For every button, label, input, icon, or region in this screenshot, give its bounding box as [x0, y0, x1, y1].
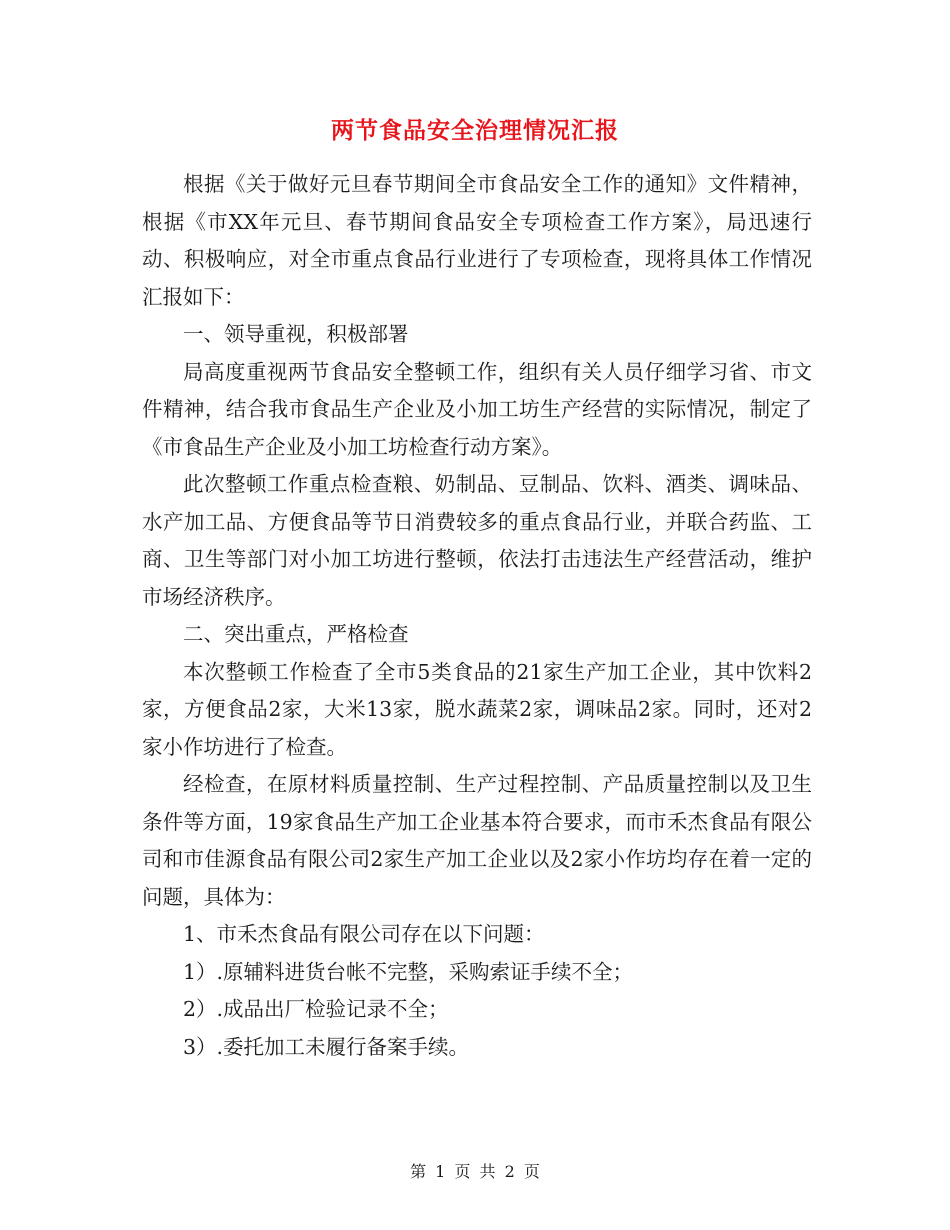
- document-body: [142, 166, 812, 1066]
- section-heading-2: 二、突出重点，严格检查: [183, 622, 409, 646]
- list-item-issue-1: 1）.原辅料进货台帐不完整，采购索证手续不全；: [183, 959, 634, 984]
- section-heading-1: 一、领导重视，积极部署: [183, 322, 409, 346]
- page-number: 第 1 页 共 2 页: [410, 1162, 540, 1181]
- paragraph-inspection-results: 经检查，在原材料质量控制、生产过程控制、产品质量控制以及卫生条件等方面，19家食品生产加工企业基本符合要求，而市禾杰食品有限公司和市佳源食品有限公司2家生产加工企业以及2家小作坊均存在着一定的问题，具体为：: [142, 772, 812, 909]
- list-item-issue-2: 2）.成品出厂检验记录不全；: [183, 997, 449, 1021]
- list-item-issue-3: 3）.委托加工未履行备案手续。: [183, 1034, 470, 1059]
- document-title: 两节食品安全治理情况汇报: [331, 117, 619, 144]
- paragraph-intro: 根据《关于做好元旦春节期间全市食品安全工作的通知》文件精神，根据《市XX年元旦、春节期间食品安全专项检查工作方案》，局迅速行动、积极响应，对全市重点食品行业进行了专项检查，现将具体工作情况汇报如下：: [142, 172, 812, 309]
- paragraph-inspection-scope: 本次整顿工作检查了全市5类食品的21家生产加工企业，其中饮料2家，方便食品2家，大米13家，脱水蔬菜2家，调味品2家。同时，还对2家小作坊进行了检查。: [142, 659, 812, 759]
- paragraph-deployment: 局高度重视两节食品安全整顿工作，组织有关人员仔细学习省、市文件精神，结合我市食品生产企业及小加工坊生产经营的实际情况，制定了《市食品生产企业及小加工坊检查行动方案》。: [142, 359, 812, 459]
- list-item-company-1: 1、市禾杰食品有限公司存在以下问题：: [183, 922, 545, 946]
- paragraph-focus: 此次整顿工作重点检查粮、奶制品、豆制品、饮料、酒类、调味品、水产加工品、方便食品等节日消费较多的重点食品行业，并联合药监、工商、卫生等部门对小加工坊进行整顿，依法打击违法生产经营活动，维护市场经济秩序。: [142, 472, 812, 609]
